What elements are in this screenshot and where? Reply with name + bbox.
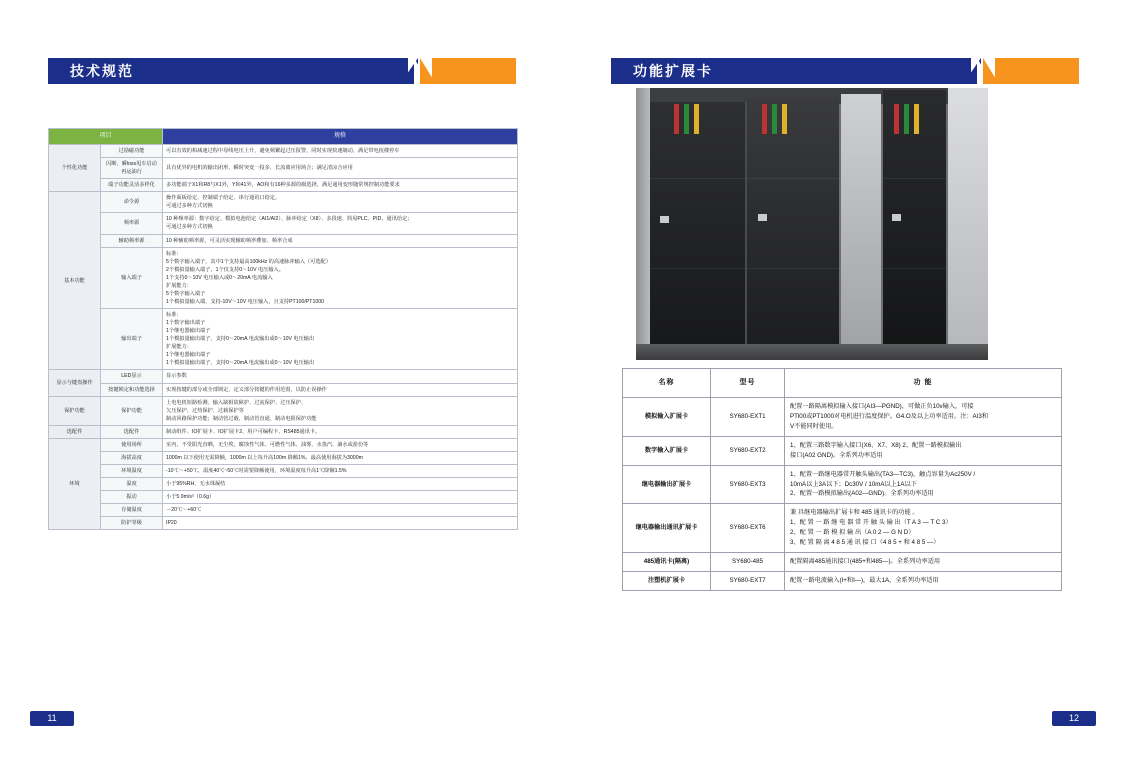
photo-panel-line xyxy=(883,268,946,269)
photo-wall xyxy=(636,88,650,360)
card-header-function: 功 能 xyxy=(785,369,1062,398)
photo-panel-line xyxy=(883,178,946,179)
card-function: 兼 具继电器输出扩展卡和 485 通讯卡的功能 。 1、配 置 一 路 继 电 器 常 开 触 头 输 出（T A 3 — T C 3） 2、配 置 一 路 模 拟 输 出（A 0 2 — G N D） 3、配 置 隔 离 4 8 5 通 讯 接 口（4 8 5 + 和 4 8 5 —） xyxy=(785,504,1062,553)
expansion-card-table xyxy=(622,368,1062,591)
value-cell: 小于5.9m/s²（0.6g） xyxy=(163,491,518,504)
left-page-header xyxy=(48,58,516,84)
card-name: 数字输入扩展卡 xyxy=(623,436,711,465)
value-cell: 实现按键的部分或全部锁定，定义部分按键的作用范围，以防止误操作 xyxy=(163,383,518,396)
value-cell: 显示参数 xyxy=(163,370,518,383)
card-model: SY680-485 xyxy=(711,553,785,572)
card-model: SY680-EXT1 xyxy=(711,398,785,437)
right-page xyxy=(563,0,1126,768)
table-row xyxy=(623,504,1062,553)
card-model: SY680-EXT6 xyxy=(711,504,785,553)
table-row xyxy=(49,179,518,192)
table-header-row xyxy=(49,129,518,145)
card-function: 1、配置一路继电器常开触头输出(TA3—TC3)，触点容量为Ac250V / 10mA以上3A以下；Dc30V / 10mA以上1A以下 2、配置一路模拟输出(A02—GND)。全系列功率适用 xyxy=(785,465,1062,504)
sub-label: 过励磁功能 xyxy=(101,145,163,158)
sub-label: 按键锁定和功能选择 xyxy=(101,383,163,396)
sub-label: LED显示 xyxy=(101,370,163,383)
sub-label: 使用场所 xyxy=(101,438,163,451)
table-row xyxy=(49,451,518,464)
sub-label: 防护等级 xyxy=(101,517,163,530)
value-cell: 10 种辅助频率源，可灵活实现辅助频率叠加、频率合成 xyxy=(163,234,518,247)
card-name: 继电器输出扩展卡 xyxy=(623,465,711,504)
table-row xyxy=(49,370,518,383)
table-row xyxy=(49,192,518,213)
right-page-header xyxy=(611,58,1079,84)
photo-cabinet-e xyxy=(948,88,988,360)
card-function: 配置一路隔离模拟输入接口(AI3—PGND)，可做正负10v输入，可接 PTl00或PT1000对电机进行温度保护。G4.O及以上功率适用。注：AI3和 V不能同时使用。 xyxy=(785,398,1062,437)
value-cell: 标准： 5个数字输入端子，其中1个支持最高100kHz 的高速脉冲输入（可选配） 2个模拟量输入端子，1个仅支持0～10V 电压输入。 1个支持0～10V 电压输入或0～20mA 电流输入 扩展能力： 5个数字输入端子 1个模拟量输入端，支持-10V～10V 电压输入，且支持PT100/PT1000 xyxy=(163,247,518,308)
photo-wire-green-2 xyxy=(772,104,777,134)
card-function: 配置隔离485通讯接口(485+和485—)。全系列功率适用 xyxy=(785,553,1062,572)
card-header-model: 型号 xyxy=(711,369,785,398)
card-name: 模拟输入扩展卡 xyxy=(623,398,711,437)
group-label: 选配件 xyxy=(49,425,101,438)
left-page-number: 11 xyxy=(30,711,74,726)
card-model: SY680-EXT7 xyxy=(711,571,785,590)
card-name: 注塑机扩展卡 xyxy=(623,571,711,590)
group-label: 基本功能 xyxy=(49,192,101,370)
photo-wire-red-3 xyxy=(894,104,899,134)
photo-wire-red xyxy=(674,104,679,134)
value-cell: 1000m 以下使用无需降额，1000m 以上每升高100m 降额1%，最高使用海拔为3000m xyxy=(163,451,518,464)
card-table-header-row xyxy=(623,369,1062,398)
left-page-title: 技术规范 xyxy=(70,63,134,79)
value-cell: 具有优异的电机的输出团形、瞬时突变一投多、长流离应用场合；满足清凉合应用 xyxy=(163,158,518,179)
card-header-name: 名称 xyxy=(623,369,711,398)
photo-nameplate-a xyxy=(660,216,669,223)
sub-label: 端子功能灵活多样化 xyxy=(101,179,163,192)
header-orange-band xyxy=(995,58,1079,84)
sub-label: 频率源 xyxy=(101,213,163,234)
card-function: 配置一路电流输入(I+和I—)，最大1A，全系列功率适用 xyxy=(785,571,1062,590)
photo-wire-yellow xyxy=(694,104,699,134)
card-model: SY680-EXT2 xyxy=(711,436,785,465)
sub-label: 环境温度 xyxy=(101,464,163,477)
photo-wire-green xyxy=(684,104,689,134)
photo-panel-line xyxy=(747,178,839,179)
photo-panel-line xyxy=(650,178,745,179)
group-label: 环境 xyxy=(49,438,101,529)
table-row xyxy=(49,491,518,504)
table-row xyxy=(49,396,518,425)
card-model: SY680-EXT3 xyxy=(711,465,785,504)
table-row xyxy=(623,398,1062,437)
value-cell: 操作面板给定、控制端子给定、串行通讯口给定。 可通过多种方式切换 xyxy=(163,192,518,213)
table-row xyxy=(623,436,1062,465)
table-row xyxy=(623,571,1062,590)
photo-floor xyxy=(636,344,988,360)
table-row xyxy=(49,478,518,491)
sub-label: 温度 xyxy=(101,478,163,491)
control-cabinet-photo xyxy=(636,88,988,360)
photo-cabinet-a xyxy=(650,102,747,352)
value-cell: 室内，不受阳光直晒，无尘埃，腐蚀性气体、可燃性气体、油雾、水蒸汽、滴水或盐份等 xyxy=(163,438,518,451)
photo-wire-green-3 xyxy=(904,104,909,134)
value-cell: 10 种频率源：数字给定、模拟电池给定（AI1/AI2）、脉冲给定（X8）、多段速、简易PLC、PID、通讯给定； 可通过多种方式切换 xyxy=(163,213,518,234)
table-row xyxy=(49,213,518,234)
sub-label: 辅助频率源 xyxy=(101,234,163,247)
table-row xyxy=(49,504,518,517)
sub-label: 选配件 xyxy=(101,425,163,438)
card-function: 1、配置三路数字输入接口(X6、X7、X8) 2、配置一路模拟输出 接口(A02 GND)。全系列功率适用 xyxy=(785,436,1062,465)
value-cell: -10℃～+50℃，温度40℃~50℃时需要降额使用，环境温度每升高1℃降额1.5% xyxy=(163,464,518,477)
sub-label: 闪断、瞬loss甩车启动再运油行 xyxy=(101,158,163,179)
value-cell: 上电电机短路检测、输入缺相故障护、过流保护、过压保护、 欠压保护、过热保护、过载保护等 制动回路保护功能；制动管过载、制动管直通、制动电阻保护功能 xyxy=(163,396,518,425)
right-page-number: 12 xyxy=(1052,711,1096,726)
table-row xyxy=(49,425,518,438)
table-row xyxy=(49,247,518,308)
table-row xyxy=(623,465,1062,504)
sub-label: 振动 xyxy=(101,491,163,504)
value-cell: 制动组件、IO扩展卡、IO扩展卡2、用户可编程卡、RS485通讯卡。 xyxy=(163,425,518,438)
header-orange-band xyxy=(432,58,516,84)
sub-label: 存储温度 xyxy=(101,504,163,517)
right-page-title: 功能扩展卡 xyxy=(633,63,713,79)
photo-nameplate-c xyxy=(892,214,901,221)
sub-label: 海拔高度 xyxy=(101,451,163,464)
group-label: 显示与键盘操作 xyxy=(49,370,101,396)
sub-label: 输出端子 xyxy=(101,309,163,370)
value-cell: －20℃～+60℃ xyxy=(163,504,518,517)
value-cell: IP20 xyxy=(163,517,518,530)
table-row xyxy=(49,464,518,477)
table-row xyxy=(49,438,518,451)
table-row xyxy=(49,517,518,530)
table-row xyxy=(49,234,518,247)
photo-cabinet-c xyxy=(841,94,881,356)
value-cell: 标准： 1个数字输出端子 1个继电器输出端子 1个模拟量输出端子，支持0～20mA 电流输出或0～10V 电压输出 扩展能力： 1个继电器输出端子 1个模拟量输出端子，支持0～20mA 电流输出或0～10V 电压输出 xyxy=(163,309,518,370)
photo-panel-line xyxy=(747,268,839,269)
group-label: 个性化功能 xyxy=(49,145,101,192)
table-row xyxy=(623,553,1062,572)
table-row xyxy=(49,309,518,370)
photo-nameplate-b xyxy=(758,214,767,221)
photo-wire-yellow-2 xyxy=(782,104,787,134)
photo-wire-red-2 xyxy=(762,104,767,134)
value-cell: 可以有效的和减速过程中母线电压上升，避免频繁起过压报警，同时实现快速制动，满足带电抚楼停车 xyxy=(163,145,518,158)
table-row xyxy=(49,145,518,158)
card-name: 485通讯卡(隔离) xyxy=(623,553,711,572)
spec-header-item: 项目 xyxy=(49,129,163,145)
sub-label: 保护功能 xyxy=(101,396,163,425)
table-row xyxy=(49,158,518,179)
photo-panel-line xyxy=(650,268,745,269)
spec-header-spec: 规格 xyxy=(163,129,518,145)
card-name: 继电器输出通讯扩展卡 xyxy=(623,504,711,553)
technical-spec-table xyxy=(48,128,518,530)
photo-cabinet-b xyxy=(747,98,839,354)
photo-wire-yellow-3 xyxy=(914,104,919,134)
value-cell: 小于95%RH，无水珠凝结 xyxy=(163,478,518,491)
sub-label: 命令源 xyxy=(101,192,163,213)
group-label: 保护功能 xyxy=(49,396,101,425)
value-cell: 多功能端子X1和R8与X1外，Y和41外，AO和有16种多源的级选择，满足通用变形随常规控制功能要求 xyxy=(163,179,518,192)
sub-label: 输入端子 xyxy=(101,247,163,308)
table-row xyxy=(49,383,518,396)
